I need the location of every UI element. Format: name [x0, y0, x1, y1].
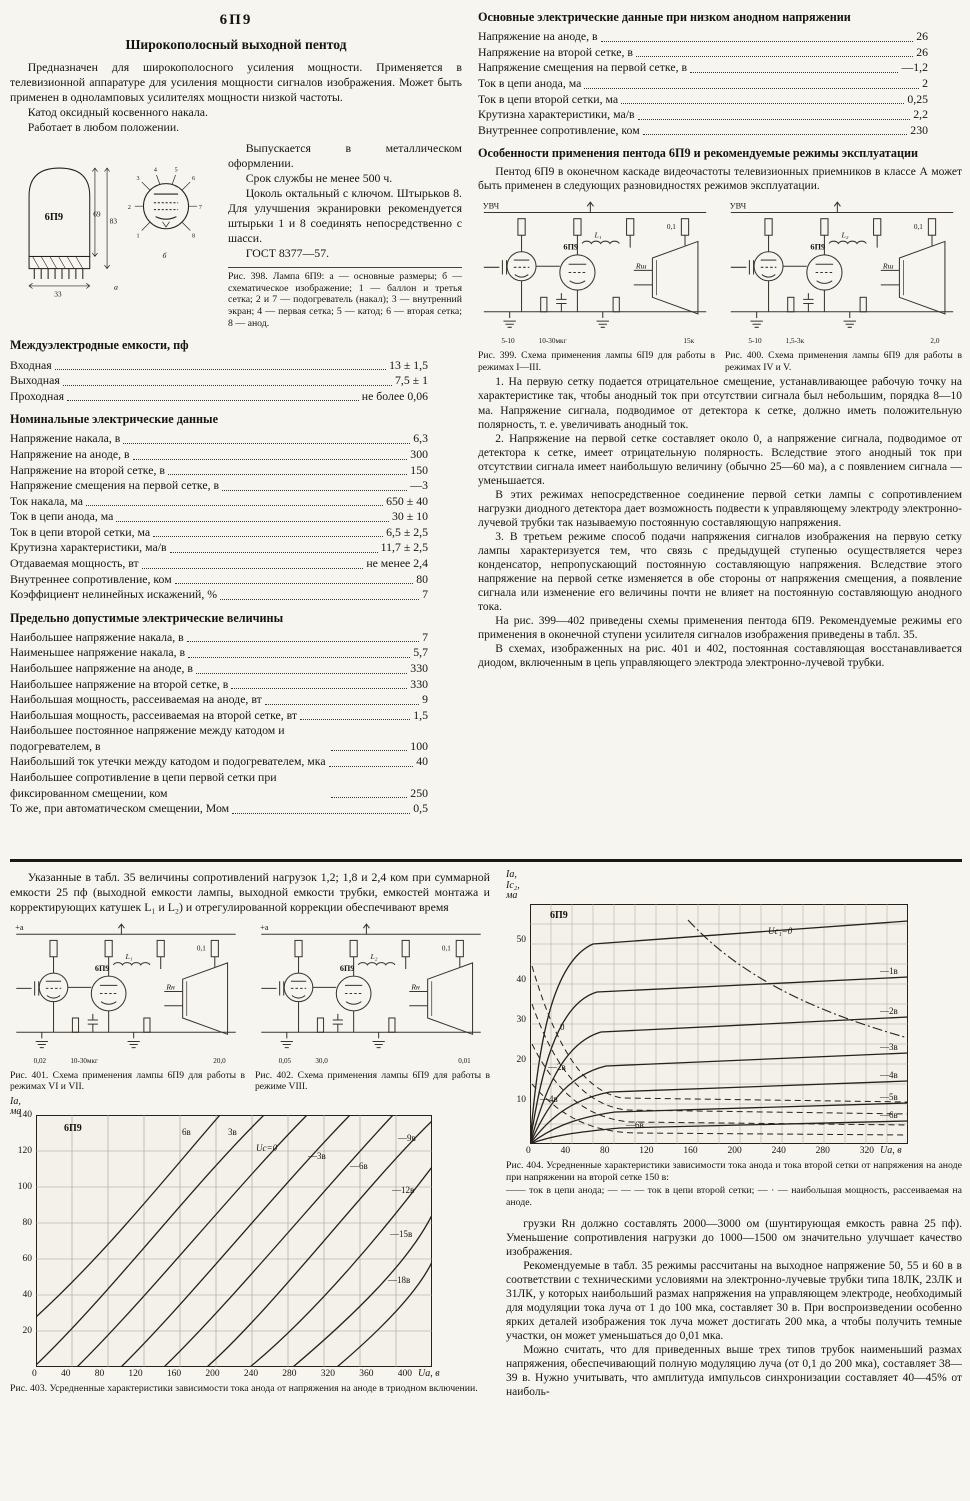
- schematic-label: 6П9: [563, 243, 579, 253]
- schematic-label: 0,1: [441, 944, 451, 953]
- dot-leader: [187, 641, 419, 642]
- pin-3: 3: [136, 176, 140, 183]
- chart-404-y-axis-label: [506, 870, 520, 902]
- dot-leader: [331, 750, 408, 751]
- parameter-value: 7: [422, 629, 428, 644]
- circuit-schematic-399: [478, 198, 712, 348]
- curve-label: 6в: [182, 1126, 191, 1137]
- parameter-row: [10, 447, 462, 463]
- parameter-label: То же, при автоматическом смещении, Мом: [10, 801, 230, 816]
- schematic-label: 0,1: [666, 223, 676, 232]
- parameter-label: Наименьшее напряжение накала, в: [10, 645, 186, 660]
- parameter-label: Наибольший ток утечки между катодом и подогревателем, мка: [10, 754, 326, 769]
- x-tick-label: 200: [205, 1368, 220, 1379]
- package-note: Выпускается в металлическом оформлении.: [228, 140, 462, 170]
- dot-leader: [196, 673, 407, 674]
- schematic-label: 1,5-3к: [785, 337, 805, 346]
- parameter-value: 6,5 ± 2,5: [386, 524, 428, 539]
- lifetime-note: Срок службы не менее 500 ч.: [245, 170, 393, 185]
- parameter-label: Наибольшее постоянное напряжение между катодом и подогревателем, в: [10, 723, 285, 753]
- chart-tube-label: 6П9: [550, 910, 568, 921]
- parameter-value: 230: [910, 122, 928, 137]
- x-tick-label: 280: [815, 1146, 830, 1156]
- parameter-value: 2: [922, 75, 928, 90]
- curve-label: —12в: [392, 1184, 415, 1195]
- parameter-row: [478, 29, 962, 45]
- base-note: Цоколь октальный с ключом. Штырьков 8. Для улучшения экранировки рекомендуется штырьки 1 и 8 соединять непосредственно с шасси.: [228, 185, 462, 245]
- schematic-label: 0,02: [33, 1056, 47, 1065]
- x-tick-label: 280: [282, 1368, 297, 1379]
- parameter-row: [10, 572, 462, 588]
- curve-label: —6в: [350, 1160, 368, 1171]
- parameter-row: [10, 463, 462, 479]
- parameter-value: 0,25: [907, 91, 928, 106]
- dot-leader: [67, 400, 359, 401]
- parameter-row: [10, 708, 462, 724]
- curve-label: —6в: [880, 1110, 898, 1120]
- dimension-33: 33: [54, 289, 62, 299]
- schematic-label: L₂: [841, 230, 849, 240]
- paragraph: 1. На первую сетку подается отрицательное смещение, устанавливающее рабочую точку на характеристике так, чтобы анодный ток при отсутствии сигнала был небольшим, порядка 8—10 ма. Напряжение сигнала, подводимое от детектора к сетке, должно иметь положительную полярность, т. е. увеличивать анодный ток.: [478, 376, 962, 431]
- x-tick-label: 80: [94, 1368, 105, 1379]
- y-axis-label-line: Iа,: [10, 1095, 21, 1107]
- parameter-value: 0,5: [413, 801, 428, 816]
- chart-tube-label: 6П9: [64, 1122, 82, 1134]
- bottom-right-column: [506, 870, 962, 1482]
- parameter-row: [10, 587, 462, 603]
- y-tick-label: 10: [516, 1095, 526, 1105]
- schematic-label: 0,1: [913, 223, 923, 232]
- x-tick-label: 200: [727, 1146, 742, 1156]
- parameter-value: 100: [410, 738, 428, 753]
- parameter-row: [10, 770, 462, 801]
- circuit-schematic-401: [10, 920, 242, 1068]
- pin-5: 5: [174, 167, 178, 174]
- low-voltage-list: [478, 29, 962, 138]
- limits-heading: Предельно допустимые электрические величины: [10, 610, 284, 625]
- schematic-label: 5-10: [748, 337, 762, 346]
- curve-label: —6в: [626, 1120, 644, 1130]
- parameter-row: [10, 540, 462, 556]
- curve-label: —9в: [398, 1132, 416, 1143]
- parameter-row: [10, 754, 462, 770]
- x-tick-label: 240: [771, 1146, 786, 1156]
- right-column: [478, 10, 962, 854]
- x-tick-label: 240: [243, 1368, 259, 1379]
- parameter-row: [10, 494, 462, 510]
- nominal-heading: Номинальные электрические данные: [10, 412, 218, 427]
- modulation-paragraph: Можно считать, что для приведенных выше трех типов трубок наименьший размах напряжения, обеспечивающий полную модуляцию луча (от 0,1 до 200 мка), составляет 38—39 в. Нужно учитывать, что амплитуда импульсов синхронизации составляет 40—45% от наиболь-: [506, 1343, 962, 1398]
- dot-leader: [86, 505, 383, 506]
- parameter-label: Напряжение смещения на первой сетке, в: [478, 60, 688, 75]
- section-divider: [10, 859, 962, 862]
- x-tick-label: 160: [683, 1146, 698, 1156]
- y-axis-label-line: Iа,: [506, 870, 517, 880]
- dot-leader: [63, 385, 392, 386]
- parameter-label: Ток в цепи анода, ма: [478, 75, 582, 90]
- pin-1: 1: [136, 233, 140, 240]
- circuit-schematic-400: [725, 198, 959, 348]
- figure-399: [478, 198, 715, 373]
- parameter-label: Коэффициент нелинейных искажений, %: [10, 587, 218, 602]
- gost-note: ГОСТ 8377—57.: [245, 245, 330, 260]
- paragraph: В этих режимах непосредственное соединение первой сетки лампы с сопротивлением нагрузки диодного детектора дает возможность подвести к управляющему электроду электронно-лучевой трубки так называемую постоянную составляющую напряжения.: [478, 488, 962, 529]
- parameter-value: 9: [422, 692, 428, 707]
- top-section: [10, 10, 962, 854]
- capacitance-heading: Междуэлектродные емкости, пф: [10, 338, 189, 353]
- tube-outline-and-pinout-diagram: [10, 141, 218, 313]
- parameter-value: 7: [422, 587, 428, 602]
- pin-4: 4: [153, 167, 157, 174]
- parameter-value: не более 0,06: [361, 388, 428, 403]
- figure-399-caption: Рис. 399. Схема применения лампы 6П9 для работы в режимах I—III.: [478, 350, 715, 373]
- low-voltage-heading: Основные электрические данные при низком анодном напряжении: [478, 10, 851, 24]
- parameter-row: [478, 76, 962, 92]
- y-axis-label-line: Iс₂,: [506, 879, 520, 891]
- parameter-label: Напряжение накала, в: [10, 431, 121, 446]
- schematic-label: Rн: [166, 982, 175, 992]
- parameter-label: Внутреннее сопротивление, ком: [10, 571, 172, 586]
- parameter-row: [10, 645, 462, 661]
- pentode-anode-screen-characteristics-plot: [530, 904, 908, 1144]
- y-tick-label: 100: [17, 1181, 32, 1192]
- parameter-value: 330: [410, 676, 428, 691]
- dot-leader: [222, 490, 407, 491]
- y-tick-label: 40: [516, 975, 526, 985]
- parameter-value: 40: [416, 754, 428, 769]
- x-tick-label: 160: [166, 1368, 182, 1379]
- paragraph: В схемах, изображенных на рис. 401 и 402, постоянная составляющая восстанавливается диодом, включенным в цепь управляющего электрода электронно-лучевой трубки.: [478, 642, 962, 669]
- parameter-value: 2,2: [913, 107, 928, 122]
- chart-403-x-axis-label: Uа, в: [418, 1367, 440, 1379]
- parameter-value: 5,7: [413, 645, 428, 660]
- curve-label: 0: [560, 1022, 565, 1032]
- schematic-label: 10-30мкг: [70, 1056, 98, 1065]
- parameter-label: Наибольшее сопротивление в цепи первой сетки при фиксированном смещении, ком: [10, 769, 277, 800]
- parameter-label: Ток накала, ма: [10, 493, 83, 508]
- left-column: [10, 10, 462, 854]
- schematic-label: УВЧ: [729, 201, 747, 211]
- parameter-row: [10, 373, 462, 389]
- parameter-value: 300: [410, 447, 428, 462]
- parameter-row: [10, 389, 462, 405]
- schematic-label: 0,1: [196, 944, 206, 953]
- parameter-row: [10, 801, 462, 817]
- x-tick-label: 0: [32, 1368, 37, 1379]
- position-note: Работает в любом положении.: [27, 119, 180, 134]
- parameter-label: Крутизна характеристики, ма/в: [10, 540, 167, 555]
- y-axis-label-line: ма: [506, 890, 518, 901]
- dot-leader: [220, 599, 419, 600]
- operating-modes-text: [478, 375, 962, 669]
- chart-404-x-ticks: [526, 1146, 874, 1156]
- chart-403: [10, 1095, 490, 1395]
- x-tick-label: 120: [639, 1146, 654, 1156]
- curve-label: 3в: [228, 1126, 237, 1137]
- parameter-row: [10, 509, 462, 525]
- parameter-row: [10, 677, 462, 693]
- dot-leader: [231, 688, 407, 689]
- parameter-value: 80: [416, 571, 428, 586]
- dot-leader: [133, 459, 408, 460]
- parameter-value: —3: [410, 478, 428, 493]
- parameter-row: [478, 107, 962, 123]
- pin-7: 7: [198, 204, 202, 211]
- dot-leader: [168, 474, 407, 475]
- parameter-value: 6,3: [413, 431, 428, 446]
- dot-leader: [170, 552, 378, 553]
- parameter-label: Наибольшее напряжение на аноде, в: [10, 661, 193, 676]
- curve-label: Uc₁=0: [768, 926, 793, 936]
- parameter-value: 1,5: [413, 707, 428, 722]
- dot-leader: [643, 134, 908, 135]
- x-tick-label: 40: [560, 1146, 571, 1156]
- schematic-label: 0,01: [458, 1056, 471, 1065]
- chart-404-x-axis-label: Uа, в: [880, 1145, 902, 1156]
- paragraph: 2. Напряжение на первой сетке составляет около 0, а напряжение сигнала, подводимое от детектора к сетке, имеет отрицательную полярность. Вследствие этого анодный ток при отсутствии сигнала имеет наибольшую величину (обычно 25—60 ма), а с появлением сигнала — уменьшается.: [478, 432, 962, 487]
- figure-402: [255, 920, 490, 1093]
- schematic-label: +а: [260, 923, 269, 933]
- curve-label: Uc=0: [256, 1142, 278, 1153]
- y-tick-label: 50: [516, 935, 526, 945]
- label-a: а: [114, 282, 118, 292]
- parameter-label: Наибольшая мощность, рассеиваемая на аноде, вт: [10, 692, 262, 707]
- parameter-label: Отдаваемая мощность, вт: [10, 555, 139, 570]
- parameter-label: Напряжение на аноде, в: [10, 447, 130, 462]
- schematic-label: Rн: [411, 982, 420, 992]
- y-tick-label: 140: [17, 1109, 32, 1120]
- schematic-label: L₁: [594, 230, 602, 240]
- schematics-401-402: [10, 920, 490, 1093]
- cathode-note: Катод оксидный косвенного накала.: [27, 104, 208, 119]
- schematic-label: 20,0: [213, 1056, 226, 1065]
- figure-401-caption: Рис. 401. Схема применения лампы 6П9 для работы в режимах VI и VII.: [10, 1069, 245, 1093]
- parameter-value: 11,7 ± 2,5: [380, 540, 428, 555]
- figure-398-caption: Рис. 398. Лампа 6П9: а — основные размеры; б — схематическое изображение; 1 — баллон и третья сетка; 2 и 7 — подогреватель (накал); 3 — внутренний экран; 4 — первая сетка; 5 — катод; 6 — вторая сетка; 8 — анод.: [228, 267, 462, 331]
- paragraph: На рис. 399—402 приведены схемы применения пентода 6П9. Рекомендуемые режимы его применения в оконечной ступени усилителя сигналов изображения приведены в табл. 35.: [478, 614, 962, 641]
- x-tick-label: 320: [859, 1146, 874, 1156]
- limits-list: [10, 630, 462, 817]
- features-heading: Особенности применения пентода 6П9 и рекомендуемые режимы эксплуатации: [478, 146, 919, 161]
- parameter-value: 13 ± 1,5: [389, 357, 428, 372]
- parameter-label: Ток в цепи анода, ма: [10, 509, 114, 524]
- dot-leader: [142, 568, 364, 569]
- parameter-label: Внутреннее сопротивление, ком: [478, 122, 640, 137]
- dot-leader: [232, 813, 410, 814]
- parameter-label: Напряжение на второй сетке, в: [10, 462, 165, 477]
- parameter-label: Напряжение на второй сетке, в: [478, 44, 633, 59]
- y-tick-label: 20: [22, 1325, 32, 1336]
- parameter-label: Напряжение смещения на первой сетке, в: [10, 478, 220, 493]
- parameter-label: Наибольшее напряжение накала, в: [10, 629, 184, 644]
- figure-404-legend: —— ток в цепи анода; — — — ток в цепи второй сетки; — · — наибольшая мощность, рассеиваемая на аноде.: [506, 1184, 962, 1208]
- schematic-label: 2,0: [930, 337, 940, 346]
- figure-400-caption: Рис. 400. Схема применения лампы 6П9 для работы в режимах IV и V.: [725, 350, 962, 373]
- x-tick-label: 360: [359, 1368, 374, 1379]
- schematic-label: Rш: [882, 261, 894, 271]
- x-tick-label: 400: [397, 1368, 412, 1379]
- parameter-row: [10, 556, 462, 572]
- triode-anode-characteristics-plot: [36, 1115, 432, 1367]
- parameter-label: Ток в цепи второй сетки, ма: [10, 524, 151, 539]
- pin-2: 2: [127, 204, 131, 211]
- schematic-label: 5-10: [501, 337, 515, 346]
- parameter-value: 7,5 ± 1: [394, 373, 428, 388]
- figure-404-caption: Рис. 404. Усредненные характеристики зависимости тока анода и тока второй сетки от напряжения на аноде при напряжении на второй сетке 150 в:: [506, 1160, 962, 1183]
- schematic-label: L₁: [125, 951, 133, 961]
- intro-paragraph: Предназначен для широкополосного усиления мощности. Применяется в телевизионной аппаратуре для усиления мощности сигналов изображения. Может быть применен в одноламповых усилителях мощности низкой частоты.: [10, 60, 462, 104]
- tube-type-title: Широкополосный выходной пентод: [125, 37, 347, 52]
- y-tick-label: 40: [22, 1289, 32, 1300]
- parameter-row: [10, 723, 462, 754]
- curve-label: —2в: [548, 1062, 566, 1072]
- dot-leader: [300, 719, 410, 720]
- schematic-label: 6П9: [94, 963, 110, 973]
- parameter-row: [10, 692, 462, 708]
- y-tick-label: 30: [516, 1015, 526, 1025]
- parameter-row: [10, 478, 462, 494]
- parameter-value: 250: [410, 785, 428, 800]
- parameter-row: [478, 92, 962, 108]
- bottom-left-column: [10, 870, 490, 1482]
- x-tick-label: 40: [60, 1368, 71, 1379]
- dimension-83: 83: [109, 216, 118, 226]
- paragraph: 3. В третьем режиме способ подачи напряжения сигналов изображения на первую сетку лампы характеризуется тем, что связь с предыдущей ступенью осуществляется через конденсатор, непропускающий постоянную составляющую напряжения. Вследствие этого напряжение на первой сетке изменяется в обе стороны от напряжения смещения, а появление сигнала или изменение его величины почти не влияет на постоянную составляющую анодного тока.: [478, 530, 962, 613]
- page-title: 6П9: [219, 12, 253, 28]
- schematic-label: 0,05: [278, 1056, 292, 1065]
- parameter-row: [10, 661, 462, 677]
- capacitance-list: [10, 358, 462, 405]
- figure-403-caption: Рис. 403. Усредненные характеристики зависимости тока анода от напряжения на аноде в триодном включении.: [10, 1382, 478, 1394]
- tube-model-label: 6П9: [44, 211, 64, 223]
- load-note-paragraph: грузки Rн должно составлять 2000—3000 ом (шунтирующая емкость равна 25 пф). Уменьшение сопротивления нагрузки до 1000—1500 ом значительно улучшает качество изображения.: [506, 1217, 962, 1258]
- schematics-399-400: [478, 198, 962, 373]
- curve-label: —4в: [540, 1094, 558, 1104]
- features-intro: Пентод 6П9 в оконечном каскаде видеочастоты телевизионных приемников в классе А может быть применен в следующих разновидностях режимов эксплуатации.: [478, 166, 962, 193]
- curve-label: —1в: [880, 966, 898, 976]
- label-b: б: [162, 251, 167, 261]
- x-tick-label: 0: [526, 1146, 531, 1156]
- x-tick-label: 120: [128, 1368, 143, 1379]
- schematic-label: 15к: [683, 337, 695, 346]
- dot-leader: [123, 443, 410, 444]
- x-tick-label: 320: [320, 1368, 335, 1379]
- circuit-schematic-402: [255, 920, 487, 1068]
- parameter-label: Входная: [10, 357, 52, 372]
- parameter-value: 650 ± 40: [386, 493, 428, 508]
- parameter-row: [478, 60, 962, 76]
- parameter-label: Напряжение на аноде, в: [478, 29, 598, 44]
- parameter-label: Крутизна характеристики, ма/в: [478, 107, 635, 122]
- schematic-label: +а: [15, 923, 24, 933]
- parameter-row: [478, 45, 962, 61]
- x-tick-label: 80: [599, 1146, 610, 1156]
- parameter-row: [10, 525, 462, 541]
- parameter-value: 150: [410, 462, 428, 477]
- dot-leader: [331, 797, 408, 798]
- chart-403-x-ticks: [32, 1369, 412, 1379]
- parameter-value: не менее 2,4: [366, 555, 428, 570]
- chart-404: [506, 870, 962, 1209]
- schematic-label: 6П9: [339, 963, 355, 973]
- nominal-list: [10, 431, 462, 602]
- chart-404-y-ticks: [506, 904, 530, 1144]
- figure-side-text: [228, 141, 462, 330]
- y-tick-label: 120: [17, 1145, 32, 1156]
- parameter-value: 330: [410, 661, 428, 676]
- curve-label: —15в: [390, 1228, 413, 1239]
- dot-leader: [188, 657, 410, 658]
- dot-leader: [175, 583, 414, 584]
- dot-leader: [584, 88, 919, 89]
- parameter-label: Проходная: [10, 388, 65, 403]
- dot-leader: [638, 119, 911, 120]
- dot-leader: [636, 56, 913, 57]
- y-tick-label: 80: [22, 1217, 32, 1228]
- dot-leader: [621, 103, 904, 104]
- dot-leader: [690, 72, 898, 73]
- schematic-label: 6П9: [810, 243, 826, 253]
- parameter-row: [10, 358, 462, 374]
- schematic-label: Rш: [635, 261, 647, 271]
- bottom-section: [10, 870, 962, 1482]
- schematic-label: УВЧ: [482, 201, 500, 211]
- dimension-69: 69: [93, 209, 101, 219]
- y-axis-label-line: ма: [10, 1106, 22, 1118]
- dot-leader: [265, 704, 419, 705]
- load-resistance-paragraph: Указанные в табл. 35 величины сопротивлений нагрузок 1,2; 1,8 и 2,4 ком при суммарной емкости 25 пф (выходной емкости лампы, выходной емкости трубки, емкостей монтажа и корректирующих катушек L₁ и L₂) и отрегулированной коррекции обеспечивают время: [10, 870, 490, 914]
- parameter-row: [10, 431, 462, 447]
- parameter-value: —1,2: [901, 60, 928, 75]
- curve-label: —18в: [388, 1274, 411, 1285]
- y-tick-label: 60: [22, 1253, 32, 1264]
- curve-label: —4в: [880, 1070, 898, 1080]
- figure-398: [10, 141, 462, 330]
- parameter-value: 26: [916, 29, 928, 44]
- dot-leader: [55, 369, 386, 370]
- parameter-label: Наибольшее напряжение на второй сетке, в: [10, 676, 229, 691]
- figure-400: [725, 198, 962, 373]
- curve-label: —5в: [880, 1092, 898, 1102]
- dot-leader: [116, 521, 389, 522]
- schematic-label: L₂: [370, 951, 378, 961]
- figure-402-caption: Рис. 402. Схема применения лампы 6П9 для работы в режиме VIII.: [255, 1069, 490, 1093]
- schematic-label: 10-30мкг: [538, 337, 567, 346]
- parameter-label: Выходная: [10, 373, 60, 388]
- dot-leader: [329, 766, 414, 767]
- parameter-row: [478, 123, 962, 139]
- parameter-label: Наибольшая мощность, рассеиваемая на второй сетке, вт: [10, 707, 298, 722]
- pin-8: 8: [192, 233, 196, 240]
- parameter-row: [10, 630, 462, 646]
- curve-label: —3в: [308, 1150, 326, 1161]
- y-tick-label: 20: [516, 1055, 526, 1065]
- parameter-value: 30 ± 10: [392, 509, 428, 524]
- parameter-label: Ток в цепи второй сетки, ма: [478, 91, 619, 106]
- dot-leader: [153, 536, 383, 537]
- pin-6: 6: [192, 176, 196, 183]
- curve-label: —3в: [880, 1042, 898, 1052]
- curve-label: —2в: [880, 1006, 898, 1016]
- tube-drawing: [10, 141, 218, 330]
- dot-leader: [601, 41, 914, 42]
- schematic-label: 30,0: [315, 1056, 328, 1065]
- parameter-value: 26: [916, 44, 928, 59]
- figure-401: [10, 920, 245, 1093]
- recommended-modes-paragraph: Рекомендуемые в табл. 35 режимы рассчитаны на выходное напряжение 50, 55 и 60 в в соответствии с техническими условиями на электронно-лучевые трубки типа 18ЛК, 23ЛК и 31ЛК, у которых наибольший размах напряжения на управляющем электроде, необходимый для модуляции тока луча от 1 до 100 мка, составляет 30 в. При воспроизведении особенно ярких деталей изображения ток луча может достигать 200 мка, а чтобы получить темные участки, он может уменьшаться до 0,01 мка.: [506, 1259, 962, 1342]
